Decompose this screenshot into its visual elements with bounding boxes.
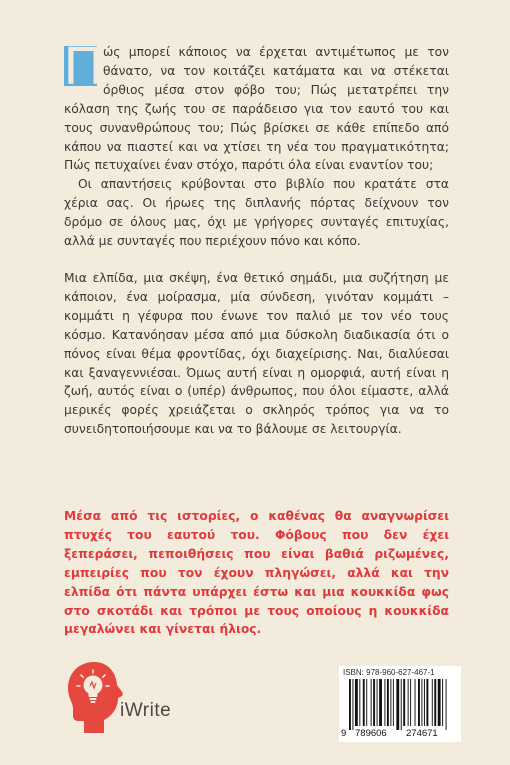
drop-cap: Π [64, 36, 103, 96]
paragraph-1-text: ώς μπορεί κάποιος να έρχεται αντιμέτωπος με τον θάνατο, να τον κοιτάζει κατάματα και να στέκεται όρθιος μέσα στον φόβο του; Πώς μετατρέπει την κόλαση της ζωής του σε παράδεισο για τον εαυτό του και τους συνανθρώπους του; Πώς βρίσκει σε κάθε επίπεδο από κάπου να πιαστεί και να χτίσει τη νέα του πραγματικότητα; Πώς πετυχαίνει έναν στόχο, παρότι όλα είναι εναντίον του; [64, 45, 449, 173]
barcode-digits-right: 274671 [406, 728, 438, 739]
barcode-digit-first: 9 [341, 728, 347, 739]
intro-paragraph [64, 36, 449, 175]
barcode-digits-left: 789606 [355, 728, 387, 739]
isbn-label: ISBN: 978-960-627-467-1 [343, 668, 435, 677]
highlight-paragraph: Μέσα από τις ιστορίες, ο καθένας θα αναγνωρίσει πτυχές του εαυτού του. Φόβους που δεν έχει ξεπεράσει, πεποιθήσεις που είναι βαθιά ριζωμένες, εμπειρίες που τον έχουν πληγώσει, αλλά και την ελπίδα ότι πάντα υπάρχει έστω και μια κουκκίδα φως στο σκοτάδι και τρόποι με τους οποίους η κουκκίδα μεγαλώνει και γίνεται ήλιος. [64, 509, 449, 637]
barcode [339, 666, 461, 742]
body-text [64, 36, 449, 439]
logo-text: iWrite [120, 700, 172, 721]
paragraph-3: Μια ελπίδα, μια σκέψη, ένα θετικό σημάδι, μια συζήτηση με κάποιον, ένα μοίρασμα, μία σύνδεση, γινόταν κομμάτι – κομμάτι η γέφυρα που ένωνε τον παλιό με τον νέο τους κόσμο. Κατανόησαν μέσα από μια δύσκολη διαδικασία ότι ο πόνος είναι θέμα φροντίδας, όχι διαχείρισης. Ναι, διαλύεσαι και ξαναγεννιέσαι. Όμως αυτή είναι η ομορφιά, αυτή είναι η ζωή, αυτός είναι ο (υπέρ) άνθρωπος, που όλοι είμαστε, αλλά μερικές φορές χρειάζεται ο σκληρός τρόπος για να το συνειδητοποιήσουμε και να το βάλουμε σε λειτουργία. [64, 270, 449, 437]
paragraph-2: Οι απαντήσεις κρύβονται στο βιβλίο που κρατάτε στα χέρια σας. Οι ήρωες της διπλανής πόρτας δείχνουν τον δρόμο σε όλους μας, όχι με γρήγορες συνταγές επιτυχίας, αλλά με συνταγές που περιέχουν πόνο και κόπο. [64, 177, 449, 249]
head-lightbulb-icon [60, 658, 130, 738]
